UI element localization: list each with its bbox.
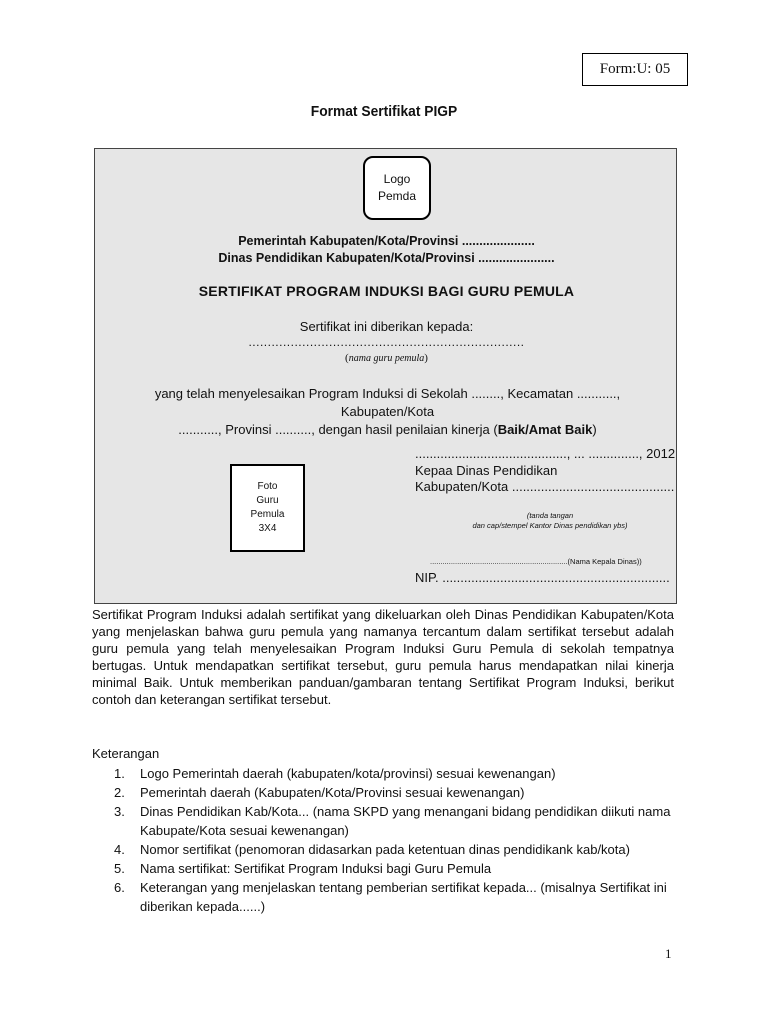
list-item-text: Keterangan yang menjelaskan tentang pemberian sertifikat kepada... (misalnya Sertifikat ini diberikan kepada......): [140, 880, 667, 914]
certificate-template: [94, 148, 677, 604]
list-item-number: 2.: [114, 785, 125, 800]
signatory-region: Kabupaten/Kota .............................................: [415, 479, 675, 494]
name-placeholder: ........................................................................: [248, 335, 525, 349]
list-item: [114, 840, 674, 859]
list-item-text: Logo Pemerintah daerah (kabupaten/kota/provinsi) sesuai kewenangan): [140, 766, 556, 781]
list-item-number: 1.: [114, 766, 125, 781]
signature-note-line2: dan cap/stempel Kantor Dinas pendidikan ybs): [472, 521, 628, 530]
issuer-heading: [95, 233, 678, 267]
list-item-text: Nama sertifikat: Sertifikat Program Induksi bagi Guru Pemula: [140, 861, 492, 876]
name-caption: (nama guru pemula): [345, 352, 428, 364]
list-item-text: Pemerintah daerah (Kabupaten/Kota/Provinsi sesuai kewenangan): [140, 785, 525, 800]
notes-heading: Keterangan: [92, 746, 160, 761]
photo-placeholder: [230, 464, 305, 552]
photo-label-line1: Foto: [257, 481, 278, 492]
list-item-number: 6.: [114, 880, 125, 895]
list-item: [114, 764, 674, 783]
statement-line2-prefix: ..........., Provinsi .........., dengan hasil penilaian kinerja (: [178, 422, 498, 437]
logo-placeholder: [363, 156, 431, 220]
department-line: Dinas Pendidikan Kabupaten/Kota/Provinsi ......................: [218, 251, 555, 265]
signature-note-line1: (tanda tangan: [526, 511, 574, 520]
page-number: 1: [665, 946, 672, 961]
completion-statement: [115, 385, 660, 439]
list-item-text: Nomor sertifikat (penomoran didasarkan pada ketentuan dinas pendidikank kab/kota): [140, 842, 630, 857]
statement-line2: [115, 421, 660, 439]
list-item: [114, 802, 674, 840]
list-item-text: Dinas Pendidikan Kab/Kota... (nama SKPD yang menangani bidang pendidikan diikuti nama Kabupate/Kota sesuai kewenangan): [140, 804, 671, 838]
statement-line1: yang telah menyelesaikan Program Induksi di Sekolah ........, Kecamatan ..........., Kabupaten/Kota: [154, 386, 621, 419]
list-item-number: 4.: [114, 842, 125, 857]
signature-note: [425, 511, 675, 531]
given-to-text: Sertifikat ini diberikan kepada:: [299, 319, 474, 334]
head-name-line: ..................................................................(Nama Kepala Dinas)): [430, 557, 642, 566]
form-code-box: Form:U: 05: [582, 53, 688, 86]
list-item-number: 3.: [114, 804, 125, 819]
description-paragraph: Sertifikat Program Induksi adalah sertifikat yang dikeluarkan oleh Dinas Pendidikan Kabupaten/Kota yang menjelaskan bahwa guru pemula yang namanya tercantum dalam sertifikat tersebut adalah guru pemula yang telah menyelesaikan Program Induksi Guru Pemula di sekolah tempatnya bertugas. Untuk mendapatkan sertifikat tersebut, guru pemula harus mendapatkan nilai kinerja minimal Baik. Untuk memberikan panduan/gambaran tentang Sertifikat Program Induksi, berikut contoh dan keterangan sertifikat tersebut.: [92, 607, 674, 707]
logo-label-line1: Logo: [383, 172, 411, 186]
logo-label-line2: Pemda: [377, 189, 417, 203]
statement-line2-suffix: ): [592, 422, 597, 437]
signatory-title: Kepaa Dinas Pendidikan: [415, 463, 558, 478]
name-caption-text: nama guru pemula: [348, 353, 425, 364]
list-item: [114, 859, 674, 878]
list-item: [114, 783, 674, 802]
nip-line: NIP. ...............................................................: [415, 570, 670, 585]
photo-label-line3: Pemula: [250, 509, 285, 520]
list-item: [114, 878, 674, 916]
statement-rating: Baik/Amat Baik: [497, 422, 593, 437]
photo-label-line2: Guru: [256, 495, 279, 506]
notes-list: [114, 764, 674, 916]
government-line: Pemerintah Kabupaten/Kota/Provinsi .....................: [238, 234, 535, 248]
page-title: Format Sertifikat PIGP: [310, 103, 458, 120]
list-item-number: 5.: [114, 861, 125, 876]
place-date: .........................................., ... .............., 2012: [415, 446, 676, 461]
photo-label-line4: 3X4: [258, 523, 277, 534]
certificate-title: SERTIFIKAT PROGRAM INDUKSI BAGI GURU PEMULA: [198, 283, 575, 299]
